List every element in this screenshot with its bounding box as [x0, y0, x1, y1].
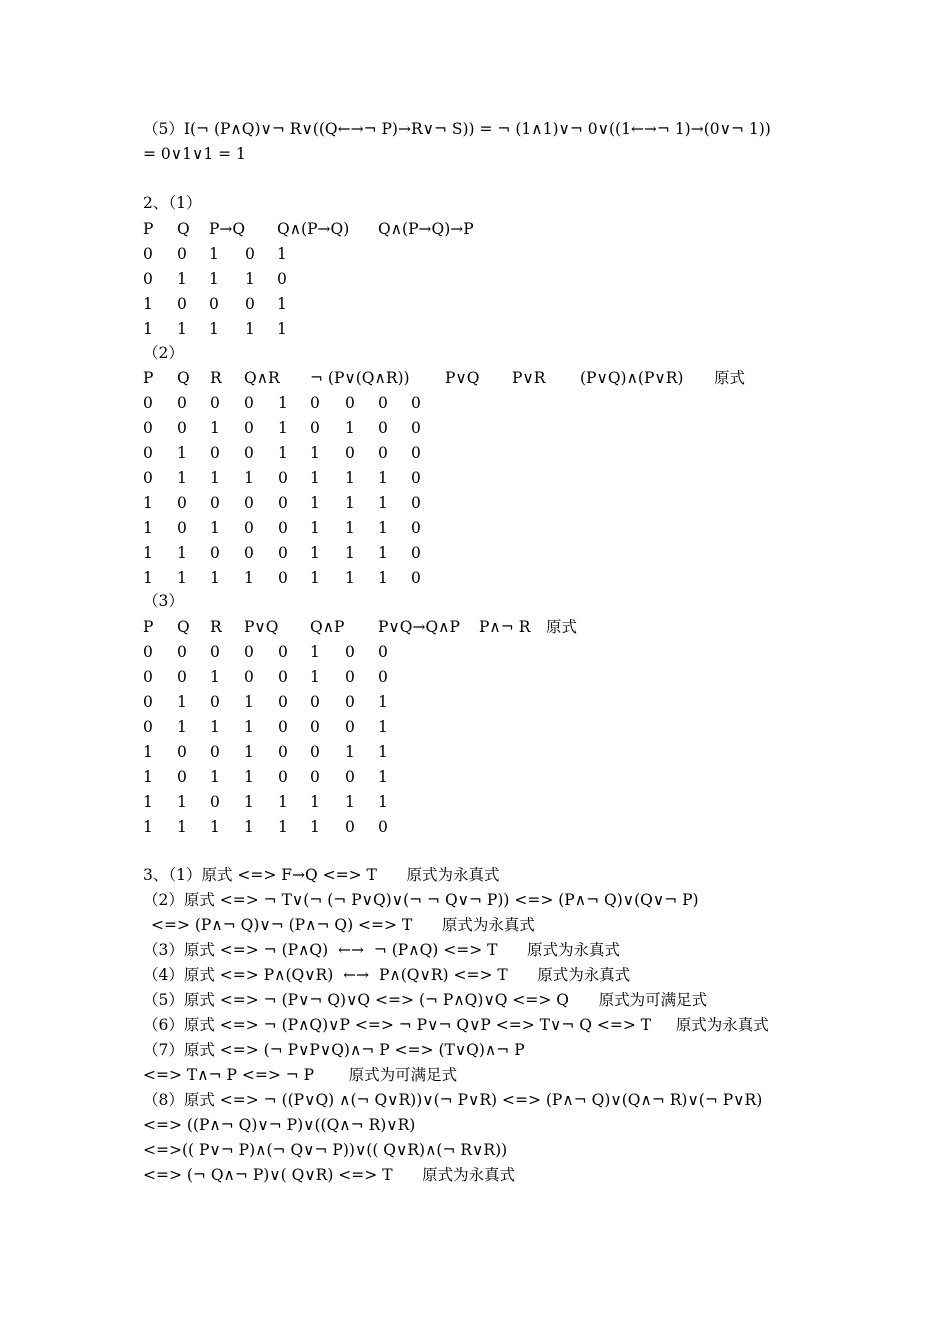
table-cell: 1 [277, 320, 287, 338]
q1-5-line-2: = 0∨1∨1 = 1 [143, 145, 246, 163]
table-cell: 1 [378, 793, 388, 811]
table-header-cell: Q∧R [244, 369, 280, 387]
table-cell: 1 [244, 818, 254, 836]
q3-line: （4）原式 <=> P∧(Q∨R) ←→ P∧(Q∨R) <=> T 原式为永真式 [143, 966, 631, 984]
table-cell: 0 [210, 643, 220, 661]
table-cell: 0 [143, 718, 153, 736]
table-cell: 1 [244, 793, 254, 811]
table-cell: 0 [210, 693, 220, 711]
table-cell: 1 [345, 743, 355, 761]
table-cell: 0 [345, 818, 355, 836]
table-cell: 1 [244, 718, 254, 736]
table-cell: 1 [244, 693, 254, 711]
table-cell: 1 [210, 768, 220, 786]
table-cell: 0 [310, 693, 320, 711]
table-cell: 1 [210, 668, 220, 686]
table-cell: 1 [310, 469, 320, 487]
table-header-cell: R [210, 618, 222, 636]
table-cell: 0 [278, 569, 288, 587]
table-cell: 1 [210, 818, 220, 836]
table-header-cell: P∨Q [244, 618, 279, 636]
table-header-cell: P∨Q [445, 369, 480, 387]
table-cell: 1 [310, 793, 320, 811]
table-header-cell: Q [177, 220, 190, 238]
table-cell: 1 [244, 469, 254, 487]
table-cell: 1 [278, 419, 288, 437]
table-cell: 0 [177, 494, 187, 512]
table-cell: 0 [177, 768, 187, 786]
table-cell: 1 [177, 270, 187, 288]
q2-part-3-label: （3） [143, 592, 184, 610]
table-cell: 0 [177, 743, 187, 761]
table-cell: 0 [378, 394, 388, 412]
table-cell: 0 [411, 544, 421, 562]
q3-line: （8）原式 <=> ¬ ((P∨Q) ∧(¬ Q∨R))∨(¬ P∨R) <=> (P∧¬ Q)∨(Q∧¬ R)∨(¬ P∨R) [143, 1091, 763, 1109]
table-cell: 0 [143, 270, 153, 288]
table-cell: 0 [245, 295, 255, 313]
table-cell: 0 [278, 494, 288, 512]
table-cell: 1 [209, 245, 219, 263]
table-cell: 0 [244, 643, 254, 661]
table-cell: 1 [244, 768, 254, 786]
table-cell: 0 [278, 718, 288, 736]
q2-part-2-label: （2） [143, 344, 184, 362]
table-cell: 1 [143, 295, 153, 313]
table-cell: 0 [278, 668, 288, 686]
table-cell: 0 [244, 519, 254, 537]
table-cell: 0 [177, 245, 187, 263]
table-cell: 0 [210, 793, 220, 811]
table-cell: 1 [245, 320, 255, 338]
table-cell: 1 [277, 245, 287, 263]
table-header-cell: P∧¬ R [479, 618, 531, 636]
q3-line: （6）原式 <=> ¬ (P∧Q)∨P <=> ¬ P∨¬ Q∨P <=> T∨¬ Q <=> T 原式为永真式 [143, 1016, 769, 1034]
table-cell: 1 [177, 793, 187, 811]
table-cell: 1 [143, 569, 153, 587]
table-cell: 0 [177, 643, 187, 661]
table-cell: 0 [143, 245, 153, 263]
table-cell: 0 [143, 693, 153, 711]
table-cell: 1 [378, 768, 388, 786]
table-cell: 1 [310, 444, 320, 462]
table-header-cell: P∨Q→Q∧P [378, 618, 460, 636]
table-cell: 1 [310, 494, 320, 512]
table-cell: 0 [277, 270, 287, 288]
table-cell: 0 [143, 444, 153, 462]
table-cell: 1 [345, 544, 355, 562]
table-header-cell: P [143, 220, 154, 238]
table-cell: 0 [244, 394, 254, 412]
table-cell: 0 [345, 643, 355, 661]
table-cell: 0 [177, 668, 187, 686]
table-cell: 1 [143, 544, 153, 562]
table-header-cell: R [210, 369, 222, 387]
table-cell: 0 [278, 519, 288, 537]
table-cell: 0 [378, 643, 388, 661]
table-cell: 0 [310, 768, 320, 786]
table-cell: 1 [177, 693, 187, 711]
q2-heading: 2、（1） [143, 194, 202, 212]
table-cell: 1 [378, 519, 388, 537]
table-cell: 1 [345, 519, 355, 537]
table-cell: 1 [378, 569, 388, 587]
table-cell: 1 [143, 519, 153, 537]
table-cell: 1 [345, 419, 355, 437]
table-cell: 1 [345, 469, 355, 487]
table-cell: 0 [345, 718, 355, 736]
table-header-cell: Q∧(P→Q) [277, 220, 350, 238]
q3-line: <=>(( P∨¬ P)∧(¬ Q∨¬ P))∨(( Q∨R)∧(¬ R∨R)) [143, 1141, 508, 1159]
table-cell: 1 [310, 643, 320, 661]
table-cell: 1 [345, 569, 355, 587]
table-cell: 0 [411, 469, 421, 487]
table-cell: 0 [210, 743, 220, 761]
table-cell: 1 [278, 444, 288, 462]
table-header-cell: Q∧(P→Q)→P [378, 220, 474, 238]
table-cell: 0 [411, 444, 421, 462]
table-cell: 0 [310, 419, 320, 437]
table-cell: 0 [345, 394, 355, 412]
table-cell: 1 [143, 818, 153, 836]
table-cell: 0 [310, 718, 320, 736]
table-cell: 1 [345, 793, 355, 811]
table-cell: 1 [378, 693, 388, 711]
table-cell: 0 [411, 419, 421, 437]
table-cell: 1 [143, 494, 153, 512]
table-cell: 0 [378, 818, 388, 836]
table-header-cell: 原式 [546, 618, 578, 636]
table-cell: 0 [143, 643, 153, 661]
table-cell: 1 [143, 793, 153, 811]
table-cell: 0 [411, 494, 421, 512]
table-cell: 1 [177, 718, 187, 736]
table-cell: 1 [310, 519, 320, 537]
table-cell: 0 [378, 419, 388, 437]
table-header-cell: 原式 [714, 369, 746, 387]
table-cell: 1 [210, 569, 220, 587]
table-cell: 1 [177, 444, 187, 462]
table-cell: 1 [310, 668, 320, 686]
table-cell: 0 [143, 469, 153, 487]
table-cell: 0 [244, 419, 254, 437]
table-cell: 1 [177, 544, 187, 562]
table-cell: 0 [278, 768, 288, 786]
table-cell: 0 [411, 394, 421, 412]
table-cell: 0 [278, 469, 288, 487]
table-cell: 1 [177, 469, 187, 487]
table-cell: 0 [244, 668, 254, 686]
table-cell: 0 [310, 743, 320, 761]
table-cell: 1 [278, 793, 288, 811]
table-cell: 1 [277, 295, 287, 313]
table-header-cell: Q∧P [310, 618, 345, 636]
table-cell: 0 [345, 693, 355, 711]
table-cell: 0 [378, 444, 388, 462]
table-cell: 1 [378, 494, 388, 512]
table-cell: 0 [210, 394, 220, 412]
table-cell: 1 [210, 718, 220, 736]
table-cell: 1 [378, 469, 388, 487]
table-cell: 1 [345, 494, 355, 512]
table-cell: 1 [209, 320, 219, 338]
table-header-cell: Q [177, 618, 190, 636]
table-cell: 1 [177, 818, 187, 836]
q1-5-line-1: （5）I(¬ (P∧Q)∨¬ R∨((Q←→¬ P)→R∨¬ S)) = ¬ (1∧1)∨¬ 0∨((1←→¬ 1)→(0∨¬ 1)) [143, 120, 771, 138]
table-cell: 0 [378, 668, 388, 686]
table-cell: 1 [278, 818, 288, 836]
table-cell: 0 [278, 544, 288, 562]
q3-line: （7）原式 <=> (¬ P∨P∨Q)∧¬ P <=> (T∨Q)∧¬ P [143, 1041, 525, 1059]
table-cell: 1 [143, 320, 153, 338]
q3-line: （5）原式 <=> ¬ (P∨¬ Q)∨Q <=> (¬ P∧Q)∨Q <=> Q 原式为可满足式 [143, 991, 708, 1009]
table-cell: 0 [244, 444, 254, 462]
q3-line: （3）原式 <=> ¬ (P∧Q) ←→ ¬ (P∧Q) <=> T 原式为永真式 [143, 941, 621, 959]
table-cell: 0 [278, 693, 288, 711]
table-cell: 0 [143, 668, 153, 686]
table-cell: 0 [210, 444, 220, 462]
table-cell: 1 [244, 743, 254, 761]
table-cell: 0 [177, 419, 187, 437]
table-cell: 1 [210, 419, 220, 437]
table-cell: 0 [278, 643, 288, 661]
table-header-cell: P [143, 618, 154, 636]
table-cell: 0 [310, 394, 320, 412]
q3-line: <=> ((P∧¬ Q)∨¬ P)∨((Q∧¬ R)∨R) [143, 1116, 416, 1134]
table-cell: 0 [245, 245, 255, 263]
table-cell: 0 [143, 419, 153, 437]
table-cell: 0 [345, 668, 355, 686]
table-cell: 1 [244, 569, 254, 587]
table-cell: 0 [210, 494, 220, 512]
table-cell: 1 [245, 270, 255, 288]
table-cell: 1 [143, 768, 153, 786]
table-cell: 0 [345, 768, 355, 786]
table-cell: 1 [378, 743, 388, 761]
table-cell: 1 [310, 569, 320, 587]
table-cell: 1 [143, 743, 153, 761]
table-cell: 1 [177, 569, 187, 587]
table-cell: 0 [411, 569, 421, 587]
table-cell: 1 [310, 544, 320, 562]
table-header-cell: P [143, 369, 154, 387]
table-cell: 1 [209, 270, 219, 288]
table-cell: 1 [210, 469, 220, 487]
table-header-cell: P→Q [209, 220, 246, 238]
q3-line: <=> T∧¬ P <=> ¬ P 原式为可满足式 [143, 1066, 458, 1084]
table-cell: 0 [345, 444, 355, 462]
table-cell: 0 [278, 743, 288, 761]
table-cell: 0 [244, 494, 254, 512]
table-cell: 0 [411, 519, 421, 537]
table-cell: 0 [177, 519, 187, 537]
table-cell: 1 [177, 320, 187, 338]
table-cell: 1 [210, 519, 220, 537]
q3-line: <=> (P∧¬ Q)∨¬ (P∧¬ Q) <=> T 原式为永真式 [151, 916, 535, 934]
q3-line: <=> (¬ Q∧¬ P)∨( Q∨R) <=> T 原式为永真式 [143, 1166, 516, 1184]
table-cell: 1 [378, 544, 388, 562]
table-cell: 0 [210, 544, 220, 562]
q3-line: （2）原式 <=> ¬ T∨(¬ (¬ P∨Q)∨(¬ ¬ Q∨¬ P)) <=> (P∧¬ Q)∨(Q∨¬ P) [143, 891, 699, 909]
table-cell: 0 [177, 394, 187, 412]
table-cell: 1 [278, 394, 288, 412]
table-header-cell: ¬ (P∨(Q∧R)) [310, 369, 410, 387]
table-header-cell: Q [177, 369, 190, 387]
table-header-cell: P∨R [512, 369, 546, 387]
table-cell: 0 [209, 295, 219, 313]
table-cell: 0 [143, 394, 153, 412]
table-cell: 0 [244, 544, 254, 562]
table-cell: 0 [177, 295, 187, 313]
table-header-cell: (P∨Q)∧(P∨R) [580, 369, 684, 387]
table-cell: 1 [378, 718, 388, 736]
table-cell: 1 [310, 818, 320, 836]
q3-line: 3、（1）原式 <=> F→Q <=> T 原式为永真式 [143, 866, 500, 884]
